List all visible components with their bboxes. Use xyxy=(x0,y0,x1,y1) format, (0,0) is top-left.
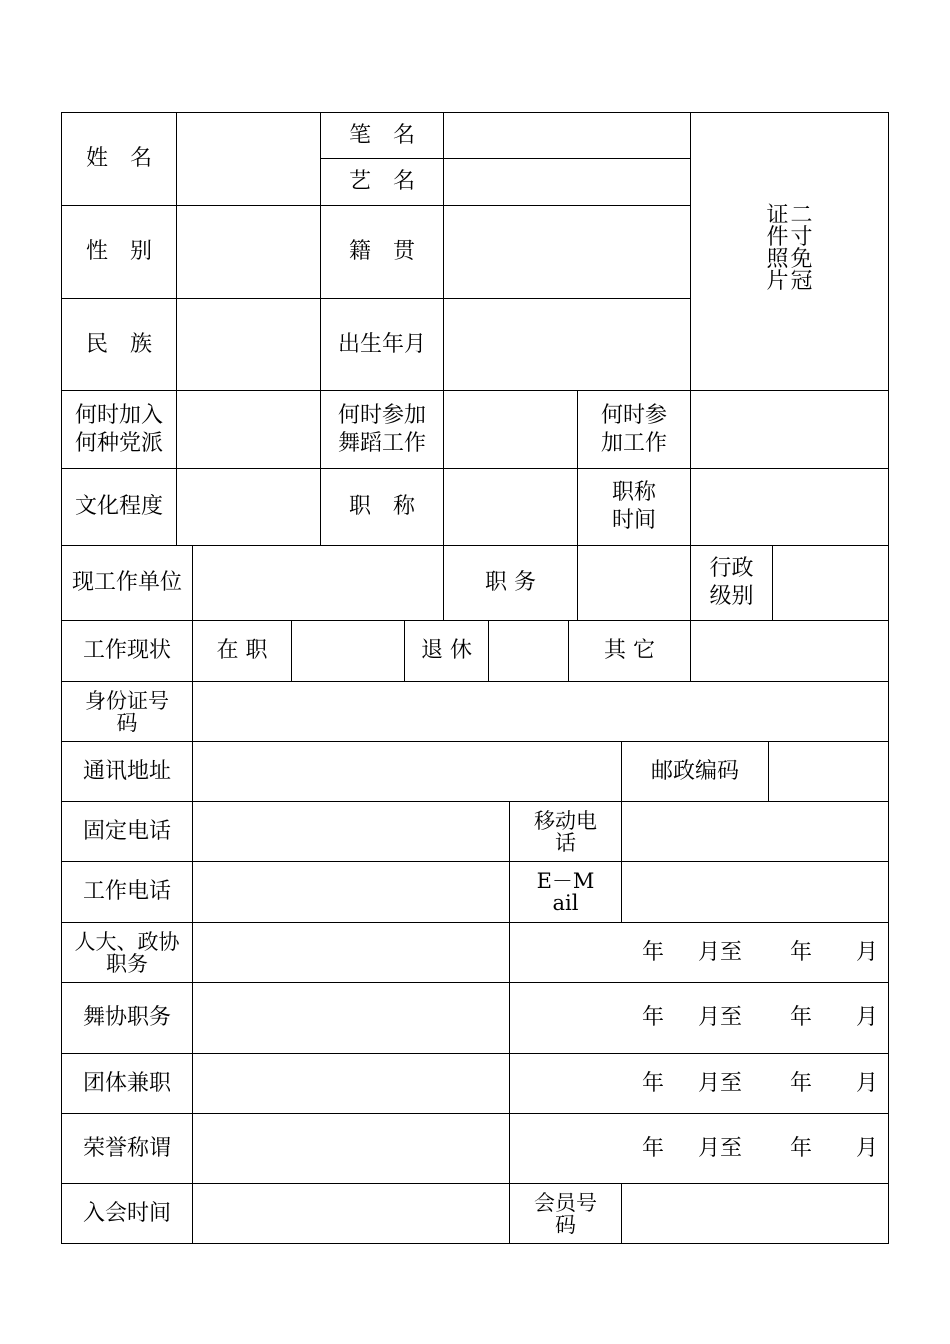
employer-label xyxy=(61,545,193,621)
period-month: 月 xyxy=(855,1070,878,1096)
status-other-field[interactable] xyxy=(690,620,889,682)
work-start-field[interactable] xyxy=(690,390,889,469)
landline-label xyxy=(61,801,193,862)
period-year: 年 xyxy=(641,939,664,965)
status-retired-field[interactable] xyxy=(488,620,569,682)
member-no-label xyxy=(509,1183,622,1244)
id-number-label-text: 身份证号 码 xyxy=(85,688,169,735)
education-label xyxy=(61,468,177,546)
name-label-text: 姓 名 xyxy=(85,146,152,171)
dance-start-label-text: 何时参加 舞蹈工作 xyxy=(337,402,426,456)
admin-level-label xyxy=(690,545,773,621)
address-label xyxy=(61,741,193,802)
title-field[interactable] xyxy=(443,468,578,546)
gender-field[interactable] xyxy=(176,205,321,299)
status-employed-label xyxy=(192,620,292,682)
photo-char: 免 xyxy=(790,247,813,272)
email-label-text: E－M ail xyxy=(536,869,595,915)
period-month-to: 月至 xyxy=(697,1135,742,1161)
address-label-text: 通讯地址 xyxy=(82,758,171,784)
honor-period-field[interactable] xyxy=(509,1113,889,1184)
work-status-label-text: 工作现状 xyxy=(82,638,171,663)
postcode-label-text: 邮政编码 xyxy=(650,758,739,784)
status-retired-label xyxy=(404,620,489,682)
work-status-label xyxy=(61,620,193,682)
party-label-text: 何时加入 何种党派 xyxy=(74,402,163,456)
title-time-label xyxy=(577,468,691,546)
landline-label-text: 固定电话 xyxy=(82,818,171,844)
native-place-label xyxy=(320,205,444,299)
mobile-field[interactable] xyxy=(621,801,889,862)
position-field[interactable] xyxy=(577,545,691,621)
dance-assoc-period-field[interactable] xyxy=(509,982,889,1054)
mobile-label-text: 移动电 话 xyxy=(534,808,597,855)
pen-name-label xyxy=(320,112,444,159)
stage-name-label xyxy=(320,158,444,206)
honor-label xyxy=(61,1113,193,1184)
status-employed-field[interactable] xyxy=(291,620,405,682)
dance-assoc-label xyxy=(61,982,193,1054)
postcode-field[interactable] xyxy=(768,741,889,802)
admin-level-label-text: 行政 级别 xyxy=(709,556,754,609)
education-label-text: 文化程度 xyxy=(74,494,163,519)
period-year2: 年 xyxy=(789,1005,812,1030)
photo-char: 片 xyxy=(766,269,789,294)
party-field[interactable] xyxy=(176,390,321,469)
gender-label-text: 性 别 xyxy=(85,239,152,264)
photo-char: 寸 xyxy=(790,225,813,250)
photo-char: 二 xyxy=(790,203,813,228)
period-month-to: 月至 xyxy=(697,1070,742,1096)
title-time-field[interactable] xyxy=(690,468,889,546)
npc-label xyxy=(61,922,193,983)
ethnicity-label-text: 民 族 xyxy=(85,331,152,357)
photo-char: 照 xyxy=(766,247,789,272)
title-time-label-text: 职称 时间 xyxy=(611,480,656,533)
id-number-field[interactable] xyxy=(192,681,889,742)
status-other-label xyxy=(568,620,691,682)
period-month-to: 月至 xyxy=(697,1005,742,1030)
employer-label-text: 现工作单位 xyxy=(71,570,182,595)
stage-name-label-text: 艺 名 xyxy=(348,169,415,194)
member-no-label-text: 会员号 码 xyxy=(534,1190,597,1237)
party-label xyxy=(61,390,177,469)
honor-field[interactable] xyxy=(192,1113,510,1184)
name-field[interactable] xyxy=(176,112,321,206)
stage-name-field[interactable] xyxy=(443,158,691,206)
group-post-label xyxy=(61,1053,193,1114)
photo-box[interactable] xyxy=(690,112,889,391)
ethnicity-label xyxy=(61,298,177,391)
ethnicity-field[interactable] xyxy=(176,298,321,391)
work-phone-field[interactable] xyxy=(192,861,510,923)
period-month: 月 xyxy=(855,1135,878,1161)
dance-assoc-label-text: 舞协职务 xyxy=(82,1005,171,1030)
position-label-text: 职 务 xyxy=(485,570,536,595)
join-time-field[interactable] xyxy=(192,1183,510,1244)
postcode-label xyxy=(621,741,769,802)
work-start-label xyxy=(577,390,691,469)
photo-char: 证 xyxy=(766,203,789,228)
landline-field[interactable] xyxy=(192,801,510,862)
title-label-text: 职 称 xyxy=(348,494,415,519)
gender-label xyxy=(61,205,177,299)
photo-label xyxy=(766,205,812,293)
photo-char: 件 xyxy=(766,225,789,250)
period-year: 年 xyxy=(641,1135,664,1161)
birth-label xyxy=(320,298,444,391)
join-time-label-text: 入会时间 xyxy=(82,1200,171,1226)
period-year: 年 xyxy=(641,1070,664,1096)
period-month: 月 xyxy=(855,939,878,965)
period-month: 月 xyxy=(855,1005,878,1030)
admin-level-field[interactable] xyxy=(772,545,889,621)
pen-name-label-text: 笔 名 xyxy=(348,122,415,148)
name-label xyxy=(61,112,177,206)
education-field[interactable] xyxy=(176,468,321,546)
period-year2: 年 xyxy=(789,939,812,965)
work-start-label-text: 何时参 加工作 xyxy=(600,402,667,456)
native-place-label-text: 籍 贯 xyxy=(348,239,415,264)
id-number-label xyxy=(61,681,193,742)
title-label xyxy=(320,468,444,546)
group-post-field[interactable] xyxy=(192,1053,510,1114)
native-place-field[interactable] xyxy=(443,205,691,299)
work-phone-label xyxy=(61,861,193,923)
honor-label-text: 荣誉称谓 xyxy=(82,1135,171,1161)
period-month-to: 月至 xyxy=(697,939,742,965)
status-retired-text: 退 休 xyxy=(421,638,472,663)
email-label xyxy=(509,861,622,923)
member-no-field[interactable] xyxy=(621,1183,889,1244)
position-label xyxy=(443,545,578,621)
pen-name-field[interactable] xyxy=(443,112,691,159)
npc-label-text: 人大、政协 职务 xyxy=(74,929,180,976)
status-other-text: 其 它 xyxy=(604,638,655,663)
group-post-label-text: 团体兼职 xyxy=(82,1070,171,1096)
group-post-period-field[interactable] xyxy=(509,1053,889,1114)
work-phone-label-text: 工作电话 xyxy=(82,879,171,904)
status-employed-text: 在 职 xyxy=(216,638,268,663)
mobile-label xyxy=(509,801,622,862)
photo-char: 冠 xyxy=(790,269,813,294)
photo-label-col2 xyxy=(766,205,788,293)
npc-field[interactable] xyxy=(192,922,510,983)
dance-start-label xyxy=(320,390,444,469)
period-year2: 年 xyxy=(789,1135,812,1161)
period-year2: 年 xyxy=(789,1070,812,1096)
email-field[interactable] xyxy=(621,861,889,923)
birth-field[interactable] xyxy=(443,298,691,391)
join-time-label xyxy=(61,1183,193,1244)
npc-period-field[interactable] xyxy=(509,922,889,983)
photo-label-col1 xyxy=(791,205,813,293)
dance-start-field[interactable] xyxy=(443,390,578,469)
birth-label-text: 出生年月 xyxy=(337,331,426,357)
period-year: 年 xyxy=(641,1005,664,1030)
employer-field[interactable] xyxy=(192,545,444,621)
address-field[interactable] xyxy=(192,741,622,802)
dance-assoc-field[interactable] xyxy=(192,982,510,1054)
